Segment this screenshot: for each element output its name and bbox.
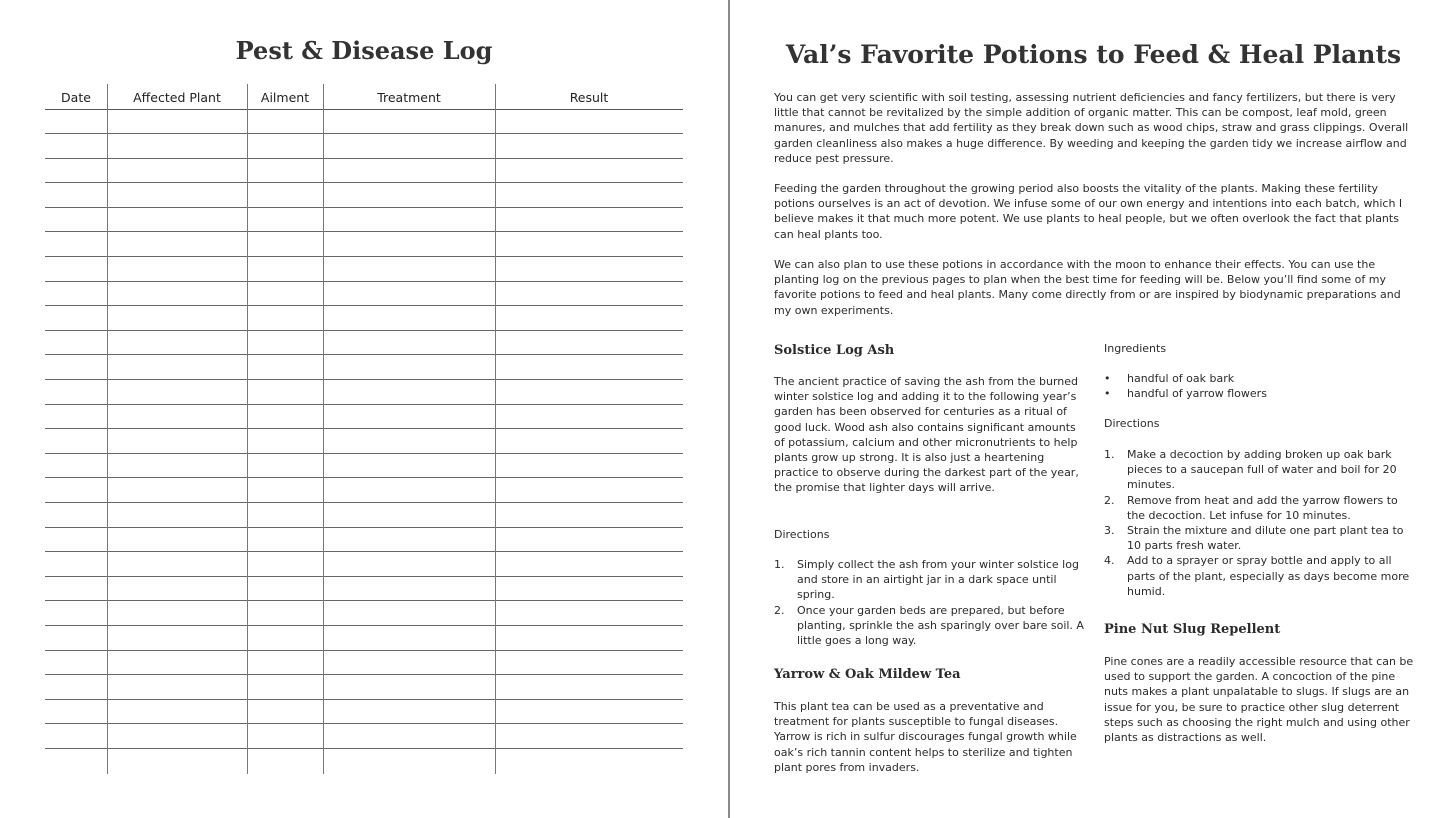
log-row-line: [45, 625, 683, 626]
column-header-date: Date: [61, 90, 91, 105]
potions-title: Val’s Favorite Potions to Feed & Heal Plants: [785, 40, 1402, 69]
log-title: Pest & Disease Log: [235, 36, 493, 65]
log-row-line: [45, 477, 683, 478]
yarrow-directions-list: [1104, 447, 1414, 599]
section-title-pine: Pine Nut Slug Repellent: [1104, 622, 1281, 637]
log-row-line: [45, 231, 683, 232]
log-row-line: [45, 133, 683, 134]
log-header-row: [45, 84, 683, 110]
column-header-ailment: Ailment: [260, 90, 310, 105]
log-row-line: [45, 182, 683, 183]
log-row-line: [45, 674, 683, 675]
log-row-line: [45, 600, 683, 601]
yarrow-directions-label: Directions: [1104, 417, 1160, 430]
column-header-affected-plant: Affected Plant: [133, 90, 221, 105]
log-row-line: [45, 404, 683, 405]
log-row-line: [45, 650, 683, 651]
log-row-line: [45, 551, 683, 552]
log-row-line: [45, 330, 683, 331]
intro-paragraph: You can get very scientific with soil testing, assessing nutrient deficiencies and fancy fertilizers, but there is very little that cannot be revitalized by the simple addition of organic matter. This can be compost, leaf mold, green manures, and mulches that add fertility as they break down such as wood chips, straw and grass clippings. Overall garden cleanliness also makes a huge difference. By weeding and keeping the garden tidy we increase airflow and reduce pest pressure.: [774, 91, 1409, 165]
section-title-solstice: Solstice Log Ash: [774, 343, 895, 358]
column-header-result: Result: [569, 90, 609, 105]
list-item: 2. Once your garden beds are prepared, but before planting, sprinkle the ash sparingly over bare soil. A little goes a long way.: [774, 603, 1084, 648]
list-item: 1. Make a decoction by adding broken up oak bark pieces to a saucepan full of water and boil for 20 minutes.: [1104, 448, 1397, 492]
log-row-line: [45, 453, 683, 454]
column-divider: [247, 84, 248, 774]
page-divider: [728, 0, 730, 818]
log-row-line: [45, 256, 683, 257]
column-divider: [495, 84, 496, 774]
column-divider: [107, 84, 108, 774]
log-row-line: [45, 723, 683, 724]
column-header-treatment: Treatment: [377, 90, 441, 105]
solstice-body: The ancient practice of saving the ash from the burned winter solstice log and adding it to the following year’s garden has been observed for centuries as a ritual of good luck. Wood ash also contains significant amounts of potassium, calcium and other micronutrients to help plants grow up strong. It is also just a heartening practice to observe during the darkest part of the year, the promise that lighter days will arrive.: [774, 375, 1079, 495]
log-row-line: [45, 354, 683, 355]
intro-paragraph: Feeding the garden throughout the growing period also boosts the vitality of the plants. Making these fertility potions ourselves is an act of devotion. We infuse some of our own energy and intentions into each batch, which I believe makes it that much more potent. We use plants to heal people, but we often overlook the fact that plants can heal plants too.: [774, 182, 1403, 241]
pest-disease-log-table: [45, 84, 683, 110]
list-item: 3. Strain the mixture and dilute one part plant tea to 10 parts fresh water.: [1104, 524, 1404, 553]
log-row-line: [45, 748, 683, 749]
yarrow-ingredients-list: [1104, 371, 1414, 401]
list-item: • handful of oak bark: [1104, 372, 1235, 385]
log-row-line: [45, 527, 683, 528]
log-row-line: [45, 305, 683, 306]
log-row-line: [45, 428, 683, 429]
log-row-line: [45, 502, 683, 503]
log-row-line: [45, 699, 683, 700]
yarrow-ingredients-label: Ingredients: [1104, 342, 1167, 355]
pine-body: Pine cones are a readily accessible resource that can be used to support the garden. A concoction of the pine nuts makes a plant unpalatable to slugs. If slugs are an issue for you, be sure to practice other slug deterrent steps such as choosing the right mulch and using other plants as distractions as well.: [1104, 655, 1414, 745]
solstice-directions-label: Directions: [774, 528, 830, 541]
log-row-line: [45, 207, 683, 208]
solstice-directions-list: [774, 557, 1084, 648]
list-item: 1. Simply collect the ash from your winter solstice log and store in an airtight jar in a dark space until spring.: [774, 558, 1079, 602]
intro-paragraph: We can also plan to use these potions in accordance with the moon to enhance their effects. You can use the planting log on the previous pages to plan when the best time for feeding will be. Below you’ll find some of my favorite potions to feed and heal plants. Many come directly from or are inspired by biodynamic preparations and my own experiments.: [774, 258, 1401, 317]
section-title-yarrow: Yarrow & Oak Mildew Tea: [774, 667, 961, 682]
log-row-line: [45, 281, 683, 282]
list-item: • handful of yarrow flowers: [1104, 387, 1267, 401]
yarrow-body: This plant tea can be used as a preventative and treatment for plants susceptible to fungal diseases. Yarrow is rich in sulfur discourages fungal growth while oak’s rich tannin content helps to sterilize and tighten plant pores from invaders.: [774, 700, 1077, 774]
column-divider: [323, 84, 324, 774]
log-row-line: [45, 576, 683, 577]
log-row-line: [45, 158, 683, 159]
log-row-line: [45, 379, 683, 380]
list-item: 2. Remove from heat and add the yarrow flowers to the decoction. Let infuse for 10 minutes.: [1104, 493, 1398, 522]
list-item: 4. Add to a sprayer or spray bottle and apply to all parts of the plant, especially as days become more humid.: [1104, 554, 1410, 598]
